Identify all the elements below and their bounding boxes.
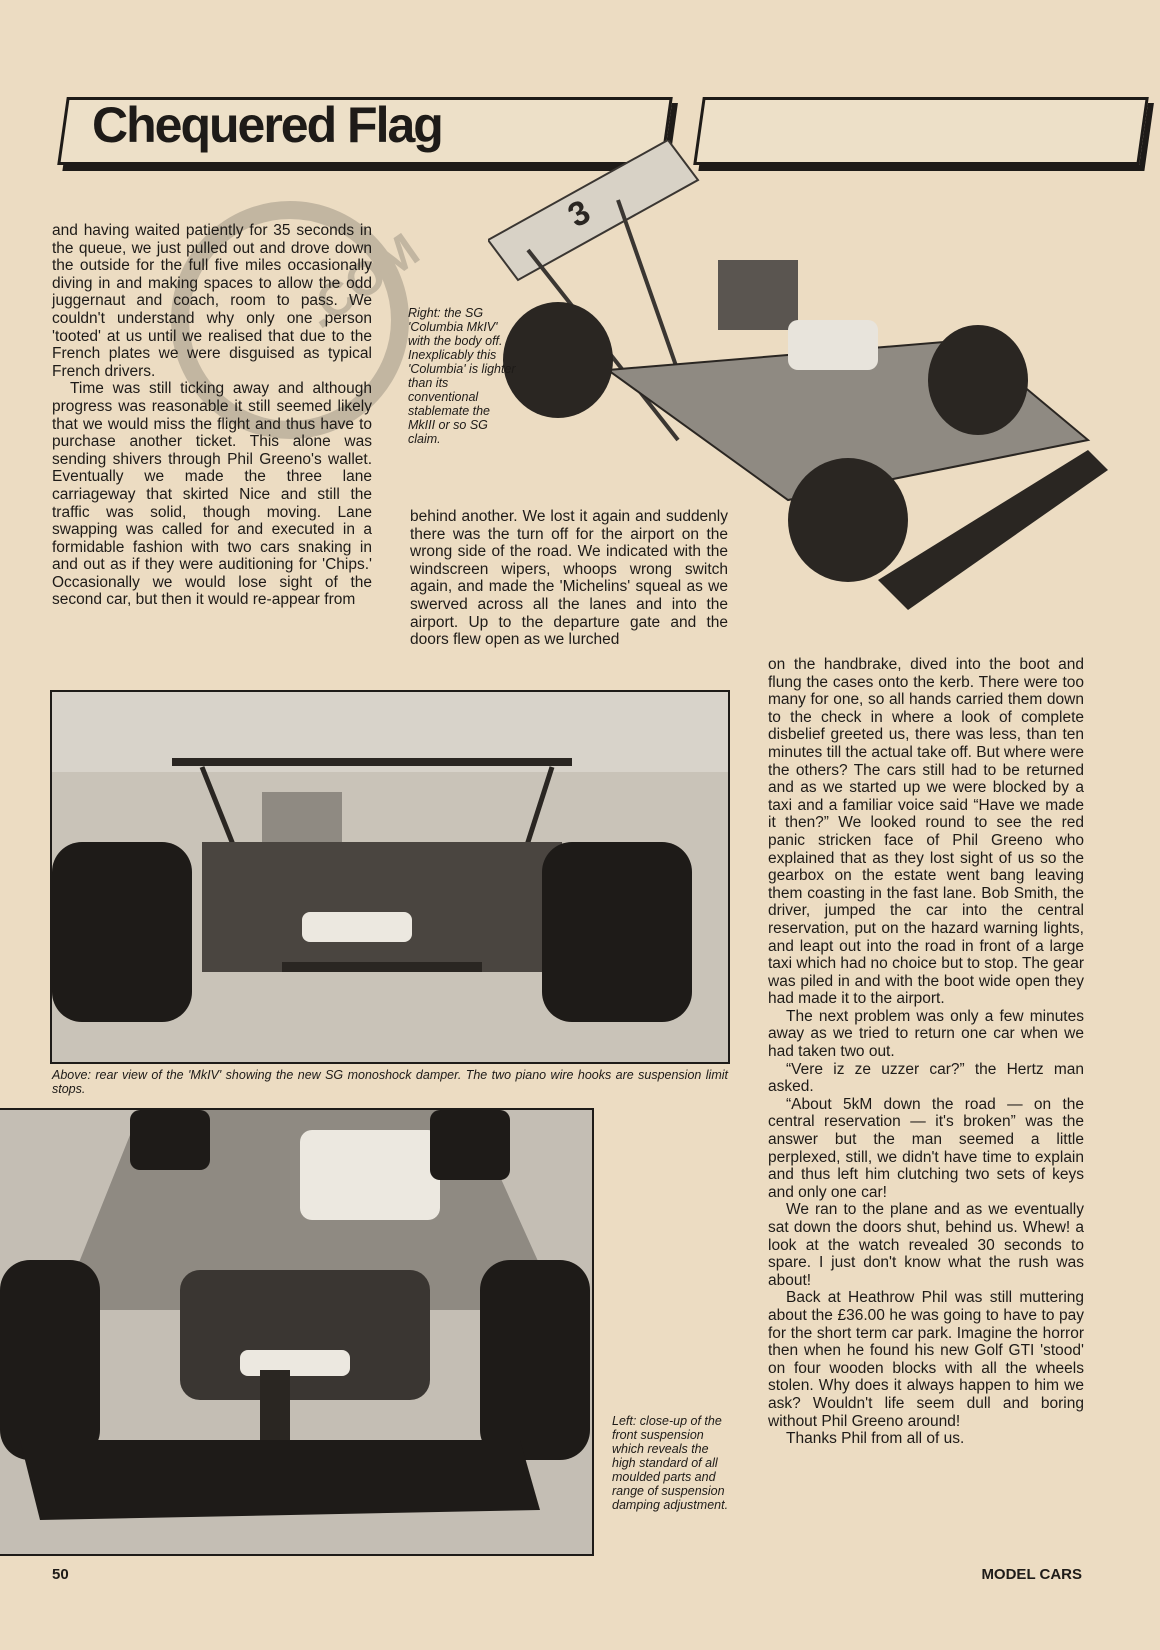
paragraph: Back at Heathrow Phil was still muttering about the £36.00 he was going to have to pay for the short term car park. Imagine the horror then when he found his new Golf GTI 'stood' on four wooden blocks with all the wheels stolen. Why does it always happen to him we ask? Wouldn't life seem dull and boring without Phil Greeno around! <box>768 1289 1084 1430</box>
paragraph: “Vere iz ze uzzer car?” the Hertz man asked. <box>768 1060 1084 1096</box>
photo-rear-view <box>50 690 730 1064</box>
magazine-name: MODEL CARS <box>981 1566 1082 1583</box>
column-c <box>768 656 1084 1448</box>
paragraph: on the handbrake, dived into the boot and flung the cases onto the kerb. There were too many for one, so all hands carried them down to the check in where a look of complete disbelief greeted us, there was less, than ten minutes till the actual take off. But where were the others? The cars still had to be returned and as we started up we were blocked by a taxi and a familiar voice said “Have we made it then?” We looked round to see the red panic stricken face of Phil Greeno who explained that as they lost sight of us so the gearbox on the estate went bang leaving them coasting in the fast lane. Bob Smith, the driver, jumped the car into the central reservation, put on the hazard warning lights, and leapt out into the road in front of a large taxi which had no choice but to stop. The gear was piled in and with the boot wide open they had made it to the airport. <box>768 656 1084 1008</box>
svg-text:.COM: .COM <box>295 223 429 340</box>
photo-front-suspension <box>0 1108 594 1556</box>
column-a <box>52 222 372 609</box>
paragraph: The next problem was only a few minutes away as we tried to return one car when we had taken two out. <box>768 1007 1084 1061</box>
page-title: Chequered Flag <box>92 97 442 153</box>
page-number: 50 <box>52 1566 69 1583</box>
paragraph: “About 5kM down the road — on the central reservation — it's broken” was the answer but the man seemed a little perplexed, still, we didn't have time to explain and thus left him clutching two sets of keys and only one car! <box>768 1095 1084 1201</box>
wing-number: 3 <box>561 192 597 236</box>
paragraph: We ran to the plane and as we eventually sat down the doors shut, behind us. Whew! a look at the watch revealed 30 seconds to spare. I just don't know what the rush was about! <box>768 1201 1084 1289</box>
column-b <box>410 508 728 649</box>
paragraph: and having waited patiently for 35 seconds in the queue, we just pulled out and drove down the outside for the full five miles occasionally diving in and making spaces to allow the odd juggernaut and coach, room to pass. We couldn't understand why only one person 'tooted' at us until we realised that due to the French plates we were disguised as typical French drivers. <box>52 222 372 380</box>
caption-left: Left: close-up of the front suspension which reveals the high standard of all moulded parts and range of suspension damping adjustment. <box>612 1414 729 1512</box>
paragraph: behind another. We lost it again and suddenly there was the turn off for the airport on the wrong side of the road. We indicated with the windscreen wipers, whoops wrong switch again, and made the 'Michelins' squeal as we swerved across all the lanes and into the airport. Up to the departure gate and the doors flew open as we lurched <box>410 508 728 649</box>
caption-right: Right: the SG 'Columbia MkIV' with the body off. Inexplicably this 'Columbia' is lighter than its conventional stablemate the MkIII or so SG claim. <box>408 306 516 446</box>
paragraph: Time was still ticking away and although progress was reasonable it still seemed likely that we would miss the flight and thus have to purchase another ticket. This alone was sending shivers through Phil Greeno's wallet. Eventually we made the three lane carriageway that skirted Nice and still the traffic was solid, though moving. Lane swapping was called for and executed in a formidable fashion with two cars snaking in and out as if they were auditioning for 'Chips.' Occasionally we would lose sight of the second car, but then it would re-appear from <box>52 380 372 609</box>
paragraph: Thanks Phil from all of us. <box>786 1430 965 1448</box>
caption-rear: Above: rear view of the 'MkIV' showing the new SG monoshock damper. The two piano wire hooks are suspension limit stops. <box>52 1068 728 1096</box>
